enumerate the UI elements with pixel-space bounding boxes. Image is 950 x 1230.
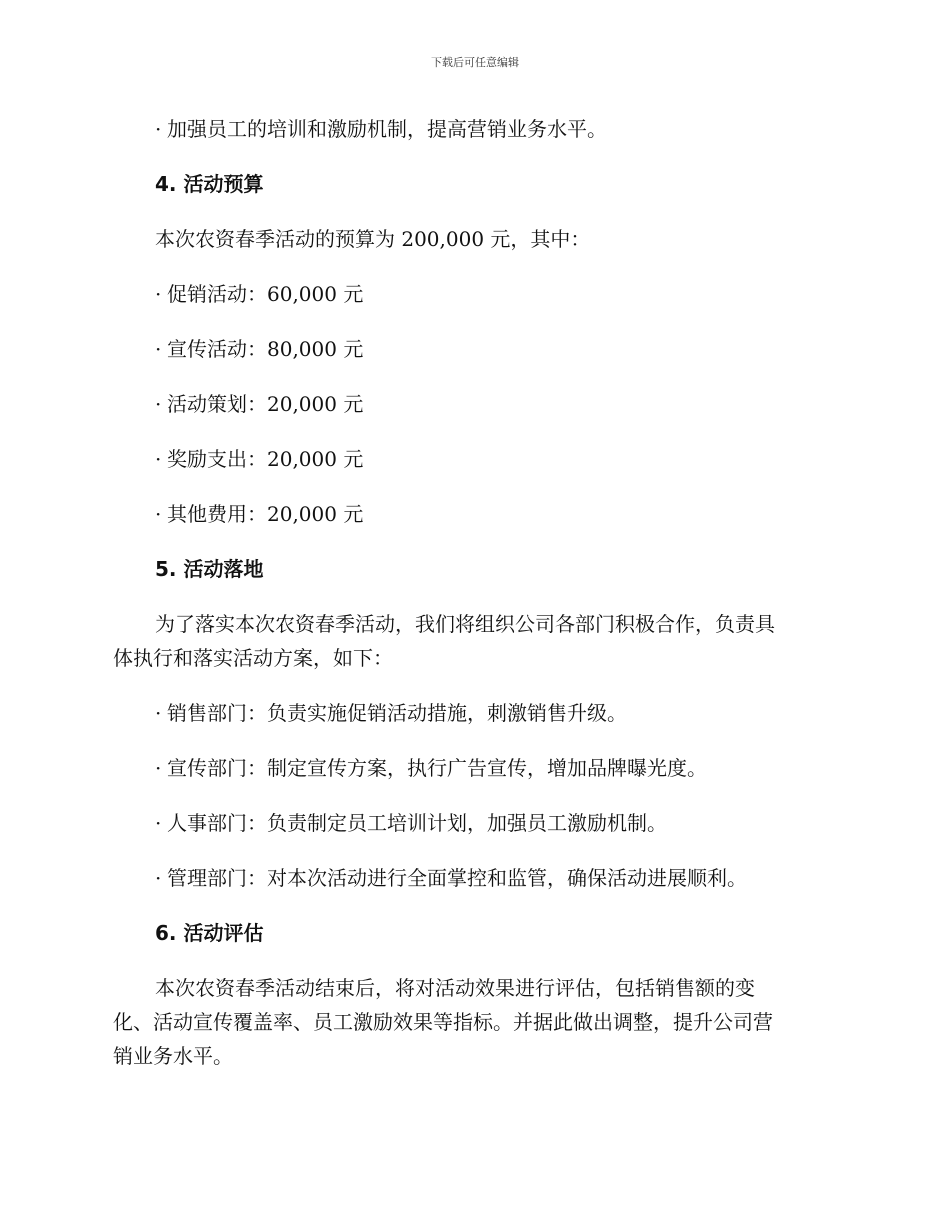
bullet-symbol: · [155, 392, 162, 416]
bullet-symbol: · [155, 866, 162, 890]
bullet-text: 促销活动：60,000 元 [167, 282, 364, 306]
paragraph-line: 销业务水平。 [113, 1044, 233, 1068]
bullet-item-training [113, 112, 835, 146]
budget-item [113, 387, 835, 421]
bullet-text: 人事部门：负责制定员工培训计划，加强员工激励机制。 [167, 811, 667, 835]
budget-item [113, 442, 835, 476]
bullet-text: 宣传部门：制定宣传方案，执行广告宣传，增加品牌曝光度。 [167, 756, 707, 780]
bullet-symbol: · [155, 701, 162, 725]
evaluation-paragraph [113, 971, 835, 1073]
section-heading-implementation: 5. 活动落地 [155, 557, 264, 581]
bullet-symbol: · [155, 447, 162, 471]
paragraph-line: 为了落实本次农资春季活动，我们将组织公司各部门积极合作，负责具 [155, 612, 775, 636]
document-body [113, 112, 835, 1094]
section-heading-evaluation: 6. 活动评估 [155, 921, 264, 945]
bullet-text: 其他费用：20,000 元 [167, 502, 364, 526]
bullet-symbol: · [155, 811, 162, 835]
bullet-text: 加强员工的培训和激励机制，提高营销业务水平。 [167, 117, 607, 141]
bullet-text: 奖励支出：20,000 元 [167, 447, 364, 471]
section-heading-budget: 4. 活动预算 [155, 172, 264, 196]
bullet-text: 活动策划：20,000 元 [167, 392, 364, 416]
bullet-symbol: · [155, 117, 162, 141]
bullet-text: 管理部门：对本次活动进行全面掌控和监管，确保活动进展顺利。 [167, 866, 747, 890]
page-header: 下载后可任意编辑 [431, 56, 519, 69]
paragraph-line: 体执行和落实活动方案，如下： [113, 646, 393, 670]
paragraph-line: 本次农资春季活动结束后，将对活动效果进行评估，包括销售额的变 [155, 976, 755, 1000]
paragraph-line: 化、活动宣传覆盖率、员工激励效果等指标。并据此做出调整，提升公司营 [113, 1010, 773, 1034]
bullet-symbol: · [155, 282, 162, 306]
budget-item [113, 497, 835, 531]
budget-intro: 本次农资春季活动的预算为 200,000 元，其中： [155, 227, 591, 251]
bullet-symbol: · [155, 502, 162, 526]
department-item [113, 861, 835, 895]
bullet-text: 销售部门：负责实施促销活动措施，刺激销售升级。 [167, 701, 627, 725]
budget-item [113, 332, 835, 366]
bullet-text: 宣传活动：80,000 元 [167, 337, 364, 361]
implementation-intro [113, 607, 835, 675]
department-item [113, 696, 835, 730]
department-item [113, 806, 835, 840]
budget-item [113, 277, 835, 311]
bullet-symbol: · [155, 337, 162, 361]
department-item [113, 751, 835, 785]
bullet-symbol: · [155, 756, 162, 780]
